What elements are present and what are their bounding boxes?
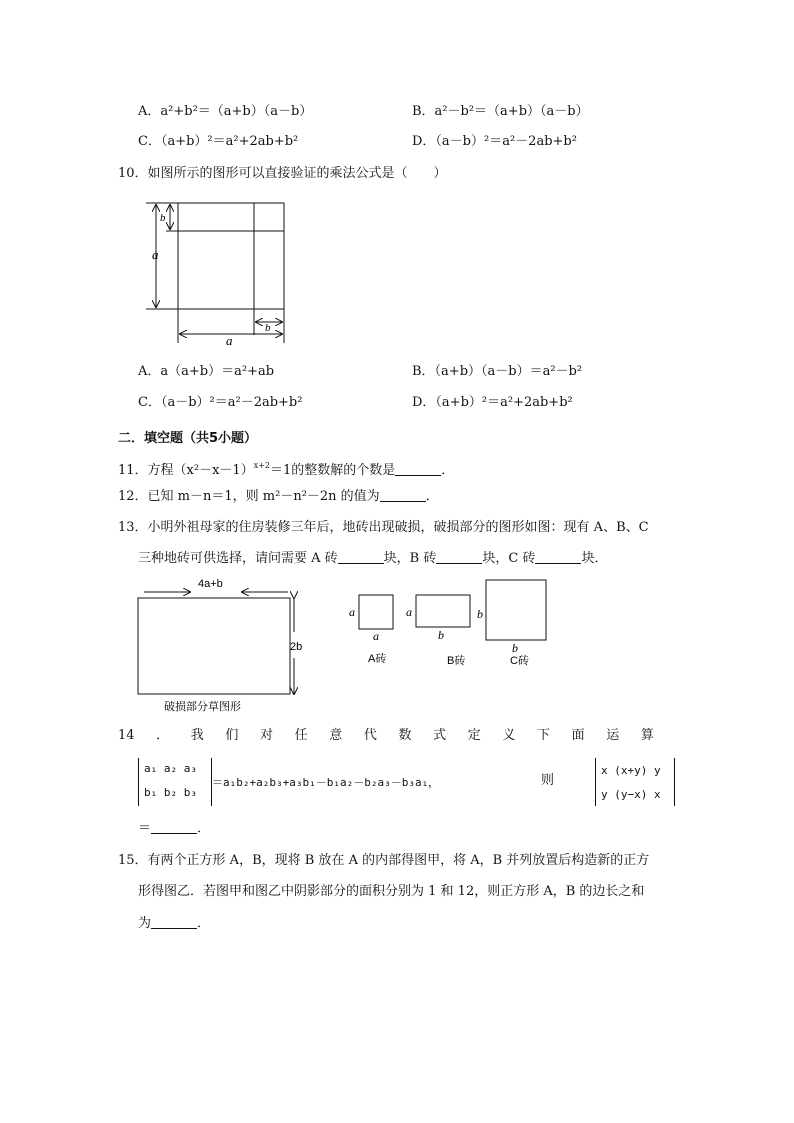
q13-figure bbox=[130, 572, 560, 720]
q14-w1: ． bbox=[156, 728, 170, 743]
fig-label-a-bottom: a bbox=[226, 333, 233, 347]
matrix-row2: b₁ b₂ b₃ bbox=[144, 786, 197, 799]
q13-blank-a[interactable] bbox=[338, 551, 384, 564]
q14-then: 则 bbox=[541, 773, 555, 788]
q14-w9: 式 bbox=[433, 728, 447, 743]
q10-option-c: C．（a－b）²＝a²－2ab+b² bbox=[138, 395, 303, 410]
damaged-area-rect bbox=[138, 598, 290, 694]
q15-line1: 15．有两个正方形 A，B，现将 B 放在 A 的内部得图甲，将 A，B 并列放置后构造新的正方 bbox=[118, 853, 650, 868]
q15-line3-end: ． bbox=[197, 916, 211, 931]
fig13-top-label: 4a+b bbox=[198, 578, 223, 590]
fig13-caption: 破损部分草图形 bbox=[164, 701, 241, 713]
square-outer bbox=[178, 203, 284, 309]
q9-option-b: B．a²－b²＝（a+b）（a－b） bbox=[412, 104, 589, 119]
tile-c bbox=[486, 580, 546, 640]
q11-answer-blank[interactable] bbox=[395, 463, 441, 476]
tileB-bottom: b bbox=[438, 628, 444, 642]
q14-w10: 定 bbox=[467, 728, 481, 743]
q15-line3-pre: 为 bbox=[138, 916, 152, 931]
q13-line1: 13．小明外祖母家的住房装修三年后，地砖出现破损，破损部分的图形如图：现有 A、B、C bbox=[118, 520, 649, 535]
q14-line1 bbox=[118, 728, 654, 744]
q10-figure bbox=[140, 195, 300, 347]
fig-label-a-left: a bbox=[152, 247, 159, 262]
q12-answer-blank[interactable] bbox=[380, 489, 426, 502]
q13-line2-c: 块． bbox=[581, 551, 608, 566]
q14-w7: 代 bbox=[363, 728, 377, 743]
q12 bbox=[118, 489, 439, 505]
q13-blank-b[interactable] bbox=[436, 551, 482, 564]
q14-w15: 算 bbox=[640, 728, 654, 743]
q14-answer bbox=[138, 821, 210, 837]
section-title: 二．填空题（共5小题） bbox=[118, 431, 258, 446]
q11-post: ＝1的整数解的个数是 bbox=[270, 463, 396, 478]
q15-line2: 形得图乙．若图甲和图乙中阴影部分的面积分别为 1 和 12，则正方形 A，B 的边长之和 bbox=[138, 884, 645, 899]
q14-w8: 数 bbox=[398, 728, 412, 743]
tileA-bottom: a bbox=[373, 629, 379, 643]
det-row1: x (x+y) y bbox=[601, 764, 661, 777]
tileC-bottom: b bbox=[512, 641, 518, 655]
matrix-row1: a₁ a₂ a₃ bbox=[144, 762, 197, 775]
tileC-side: b bbox=[477, 607, 483, 621]
q14-w5: 任 bbox=[294, 728, 308, 743]
q11-exponent: x+2 bbox=[253, 461, 271, 470]
q14-ans-pre: ＝ bbox=[138, 821, 152, 836]
q13-line2 bbox=[138, 551, 607, 567]
q13-line2-pre: 三种地砖可供选择，请问需要 A 砖 bbox=[138, 551, 338, 566]
q9-option-c: C．（a+b）²＝a²+2ab+b² bbox=[138, 134, 299, 149]
q12-pre: 12．已知 m－n＝1，则 m²－n²－2n 的值为 bbox=[118, 489, 380, 504]
fig-label-b-bottom: b bbox=[265, 322, 271, 334]
q13-line2-b: 块，C 砖 bbox=[482, 551, 536, 566]
fig13-right-label: 2b bbox=[290, 641, 303, 653]
q14-answer-blank[interactable] bbox=[151, 821, 197, 834]
q13-blank-c[interactable] bbox=[535, 551, 581, 564]
q12-end: ． bbox=[425, 489, 439, 504]
q15-answer-blank[interactable] bbox=[151, 916, 197, 929]
q9-option-a: A．a²+b²＝（a+b）（a－b） bbox=[138, 104, 313, 119]
determinant bbox=[595, 758, 675, 806]
matrix-rhs: ＝a₁b₂+a₂b₃+a₃b₁－b₁a₂－b₂a₃－b₃a₁， bbox=[212, 776, 440, 789]
q11 bbox=[118, 458, 454, 479]
q14-w12: 下 bbox=[537, 728, 551, 743]
tileB-side: a bbox=[406, 605, 412, 619]
q10-option-d: D．（a+b）²＝a²+2ab+b² bbox=[412, 395, 573, 410]
fig-label-b-top: b bbox=[160, 212, 166, 224]
q10-option-b: B．（a+b）（a－b）＝a²－b² bbox=[412, 364, 583, 379]
q15-line3 bbox=[138, 916, 210, 932]
matrix-def bbox=[138, 758, 212, 806]
q14-w3: 们 bbox=[225, 728, 239, 743]
tileB-name: B砖 bbox=[447, 655, 466, 667]
q11-pre: 11．方程（x²－x－1） bbox=[118, 463, 254, 478]
det-row2: y (y−x) x bbox=[601, 788, 661, 801]
q14-ans-end: ． bbox=[197, 821, 211, 836]
q14-w14: 运 bbox=[606, 728, 620, 743]
tile-b bbox=[416, 595, 470, 627]
q13-line2-a: 块，B 砖 bbox=[383, 551, 437, 566]
q10-option-a: A．a（a+b）＝a²+ab bbox=[138, 364, 275, 379]
tileA-side: a bbox=[349, 605, 355, 619]
q14-w11: 义 bbox=[502, 728, 516, 743]
tileA-name: A砖 bbox=[368, 653, 387, 665]
q14-w6: 意 bbox=[329, 728, 343, 743]
q9-option-d: D．（a－b）²＝a²－2ab+b² bbox=[412, 134, 577, 149]
tile-a bbox=[359, 595, 393, 629]
q14-w0: 14 bbox=[118, 728, 135, 743]
q14-w4: 对 bbox=[260, 728, 274, 743]
q14-w13: 面 bbox=[571, 728, 585, 743]
q14-w2: 我 bbox=[190, 728, 204, 743]
tileC-name: C砖 bbox=[510, 655, 529, 667]
q11-end: ． bbox=[441, 463, 455, 478]
q10-stem: 10．如图所示的图形可以直接验证的乘法公式是（ ） bbox=[118, 166, 447, 181]
